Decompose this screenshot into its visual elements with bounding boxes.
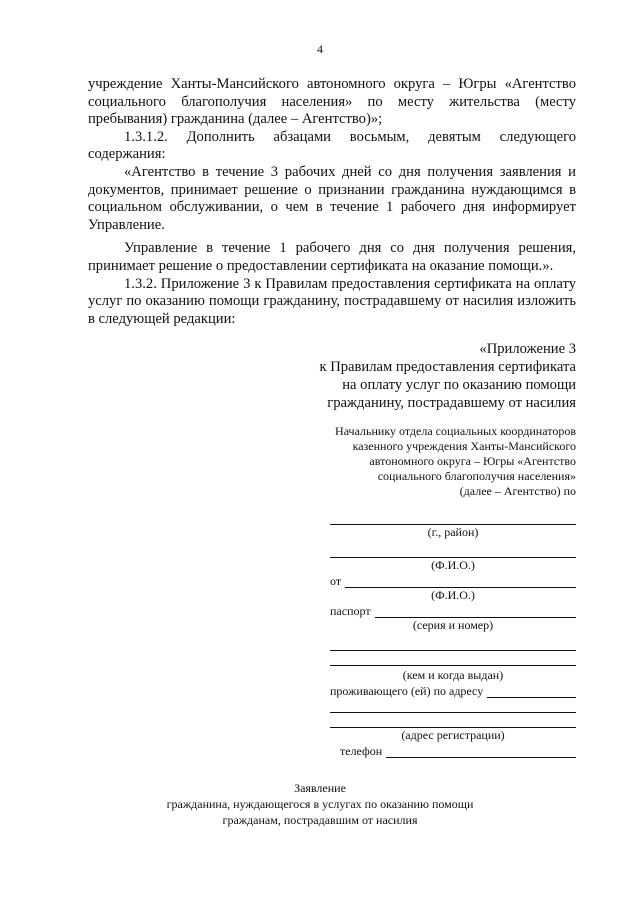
fio-caption: (Ф.И.О.) (431, 558, 475, 572)
from-label: от (330, 574, 342, 588)
addressee-line: автономного округа – Югры «Агентство (369, 454, 576, 468)
residing-label: проживающего (ей) по адресу (330, 684, 484, 698)
title-line: гражданина, нуждающегося в услугах по оказанию помощи (166, 797, 474, 811)
from-row (330, 572, 576, 588)
issued-field-2[interactable] (330, 651, 576, 666)
recipient-fio-field[interactable] (330, 543, 576, 558)
address-field-3[interactable] (330, 713, 576, 728)
paragraph: Управление в течение 1 рабочего дня со дня получения решения, принимает решение о предоставлении сертификата на оказание помощи.». (88, 240, 576, 274)
applicant-form (330, 510, 576, 758)
issued-caption: (кем и когда выдан) (402, 668, 504, 682)
addressee-line: социального благополучия населения» (377, 469, 576, 483)
district-caption: (г., район) (427, 525, 479, 539)
residing-row (330, 682, 576, 698)
document-title (0, 780, 640, 828)
paragraph: «Агентство в течение 3 рабочих дней со дня получения заявления и документов, принимает решение о признании гражданина нуждающимся в социальном обслуживании, о чем в течение 1 рабочего дня информирует Управление. (88, 163, 576, 233)
main-text (88, 76, 576, 328)
phone-field[interactable] (386, 744, 576, 758)
passport-field[interactable] (375, 604, 576, 618)
address-caption: (адрес регистрации) (401, 728, 505, 742)
title-line: гражданам, пострадавшим от насилия (222, 813, 418, 827)
address-field-2[interactable] (330, 698, 576, 713)
appendix-line: «Приложение 3 (479, 341, 576, 357)
paragraph: учреждение Ханты-Мансийского автономного округа – Югры «Агентство социального благополучия населения» по месту жительства (месту пребывания) гражданина (далее – Агентство)»; (88, 76, 576, 128)
addressee-line: Начальнику отдела социальных координаторов (335, 424, 576, 438)
phone-label: телефон (340, 744, 383, 758)
passport-row (330, 602, 576, 618)
title-line: Заявление (294, 781, 346, 795)
appendix-header (286, 340, 576, 412)
addressee-line: казенного учреждения Ханты-Мансийского (352, 439, 576, 453)
phone-row (330, 742, 576, 758)
addressee-block (276, 424, 576, 499)
district-field[interactable] (330, 510, 576, 525)
paragraph: 1.3.2. Приложение 3 к Правилам предоставления сертификата на оплату услуг по оказанию помощи гражданину, пострадавшему от насилия изложить в следующей редакции: (88, 275, 576, 327)
fio-caption: (Ф.И.О.) (431, 588, 475, 602)
address-field-1[interactable] (487, 684, 576, 698)
page-number: 4 (317, 42, 323, 56)
paragraph: 1.3.1.2. Дополнить абзацами восьмым, девятым следующего содержания: (88, 128, 576, 163)
appendix-line: на оплату услуг по оказанию помощи (342, 377, 576, 393)
addressee-line: (далее – Агентство) по (459, 484, 576, 498)
applicant-fio-field[interactable] (345, 574, 576, 588)
appendix-line: гражданину, пострадавшему от насилия (327, 395, 576, 411)
passport-label: паспорт (330, 604, 371, 618)
appendix-line: к Правилам предоставления сертификата (319, 359, 576, 375)
passport-caption: (серия и номер) (412, 618, 494, 632)
issued-field-1[interactable] (330, 636, 576, 651)
